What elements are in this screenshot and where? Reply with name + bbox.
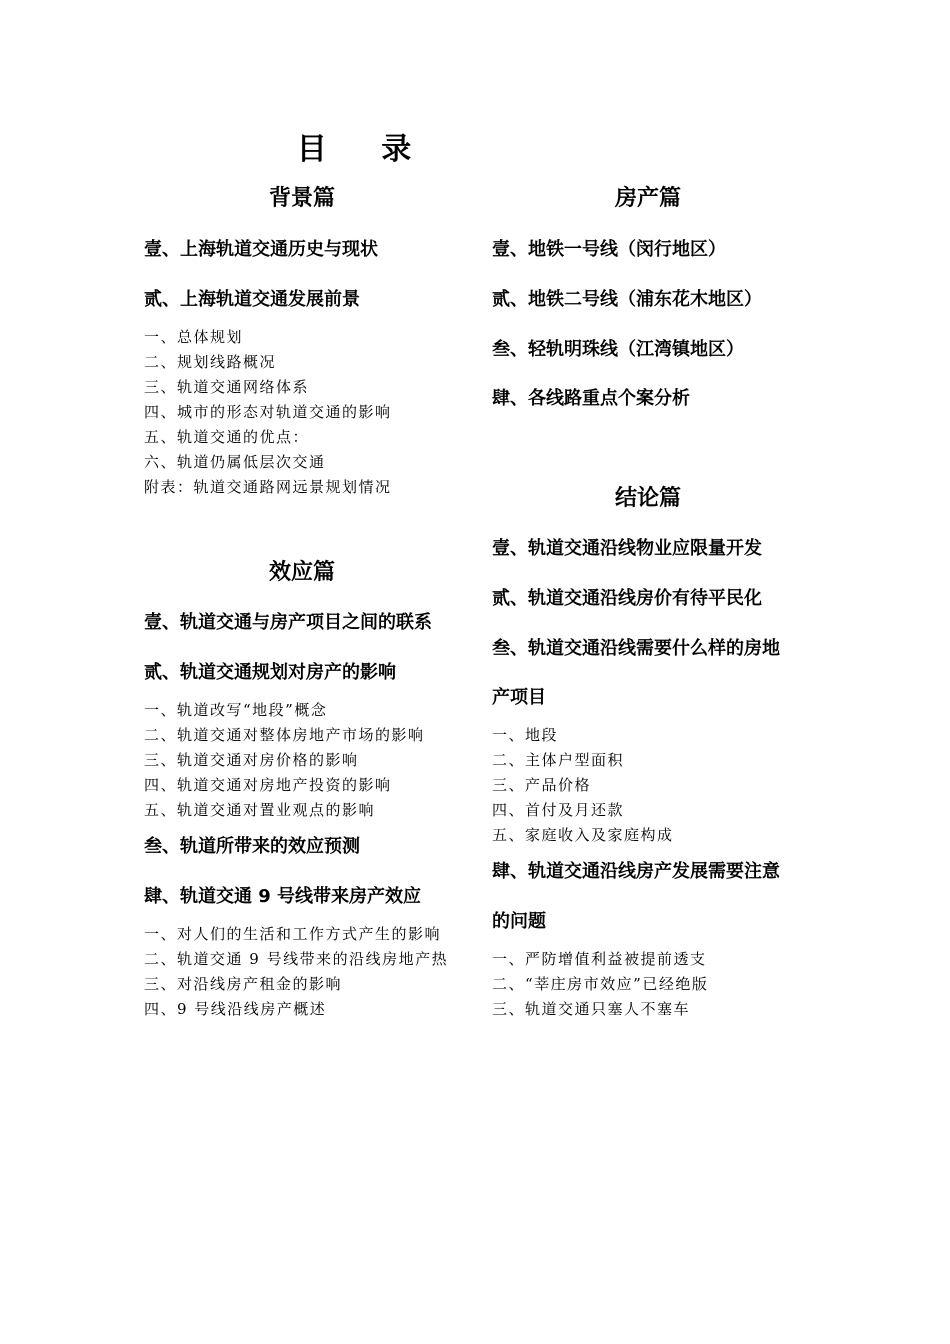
toc-subitem[interactable]: 三、轨道交通对房价格的影响 <box>144 751 359 769</box>
toc-heading-continued[interactable]: 的问题 <box>492 911 546 932</box>
section-title-conclusion: 结论篇 <box>614 486 681 511</box>
toc-heading[interactable]: 贰、上海轨道交通发展前景 <box>144 289 360 310</box>
toc-subitem[interactable]: 二、规划线路概况 <box>144 353 277 371</box>
toc-heading[interactable]: 壹、轨道交通与房产项目之间的联系 <box>144 612 432 633</box>
toc-subitem[interactable]: 附表：轨道交通路网远景规划情况 <box>144 478 392 496</box>
toc-subitem[interactable]: 五、轨道交通对置业观点的影响 <box>144 801 376 819</box>
toc-subitem[interactable]: 四、首付及月还款 <box>492 801 625 819</box>
toc-heading[interactable]: 壹、地铁一号线（闵行地区） <box>492 239 726 260</box>
toc-subitem[interactable]: 二、“莘庄房市效应”已经绝版 <box>492 975 709 993</box>
toc-subitem[interactable]: 五、家庭收入及家庭构成 <box>492 826 674 844</box>
toc-heading[interactable]: 肆、轨道交通 9 号线带来房产效应 <box>144 886 422 907</box>
toc-subitem[interactable]: 一、对人们的生活和工作方式产生的影响 <box>144 925 442 943</box>
toc-heading[interactable]: 叁、轨道所带来的效应预测 <box>144 836 360 857</box>
toc-heading[interactable]: 贰、地铁二号线（浦东花木地区） <box>492 289 762 310</box>
page-title: 目 录 <box>296 132 434 167</box>
toc-subitem[interactable]: 四、9 号线沿线房产概述 <box>144 1000 327 1018</box>
toc-subitem[interactable]: 一、严防增值利益被提前透支 <box>492 950 707 968</box>
toc-subitem[interactable]: 二、主体户型面积 <box>492 751 625 769</box>
toc-subitem[interactable]: 一、轨道改写“地段”概念 <box>144 701 328 719</box>
toc-subitem[interactable]: 五、轨道交通的优点： <box>144 428 310 446</box>
toc-heading[interactable]: 贰、轨道交通规划对房产的影响 <box>144 662 396 683</box>
toc-subitem[interactable]: 六、轨道仍属低层次交通 <box>144 453 326 471</box>
toc-subitem[interactable]: 三、产品价格 <box>492 776 592 794</box>
section-title-background: 背景篇 <box>268 186 335 211</box>
toc-subitem[interactable]: 四、城市的形态对轨道交通的影响 <box>144 403 392 421</box>
toc-heading[interactable]: 壹、上海轨道交通历史与现状 <box>144 239 378 260</box>
toc-heading[interactable]: 壹、轨道交通沿线物业应限量开发 <box>492 538 762 559</box>
toc-subitem[interactable]: 一、地段 <box>492 726 559 744</box>
toc-heading-continued[interactable]: 产项目 <box>492 687 546 708</box>
toc-heading[interactable]: 肆、轨道交通沿线房产发展需要注意 <box>492 861 780 882</box>
toc-heading[interactable]: 叁、轨道交通沿线需要什么样的房地 <box>492 638 780 659</box>
toc-subitem[interactable]: 三、轨道交通网络体系 <box>144 378 310 396</box>
toc-heading[interactable]: 叁、轻轨明珠线（江湾镇地区） <box>492 339 744 360</box>
toc-subitem[interactable]: 三、对沿线房产租金的影响 <box>144 975 343 993</box>
section-title-real-estate: 房产篇 <box>614 186 681 211</box>
toc-subitem[interactable]: 二、轨道交通对整体房地产市场的影响 <box>144 726 425 744</box>
toc-subitem[interactable]: 二、轨道交通 9 号线带来的沿线房地产热 <box>144 950 449 968</box>
toc-subitem[interactable]: 三、轨道交通只塞人不塞车 <box>492 1000 691 1018</box>
toc-heading[interactable]: 贰、轨道交通沿线房价有待平民化 <box>492 588 762 609</box>
toc-subitem[interactable]: 一、总体规划 <box>144 328 244 346</box>
toc-subitem[interactable]: 四、轨道交通对房地产投资的影响 <box>144 776 392 794</box>
section-title-effect: 效应篇 <box>268 560 335 585</box>
toc-heading[interactable]: 肆、各线路重点个案分析 <box>492 388 690 409</box>
